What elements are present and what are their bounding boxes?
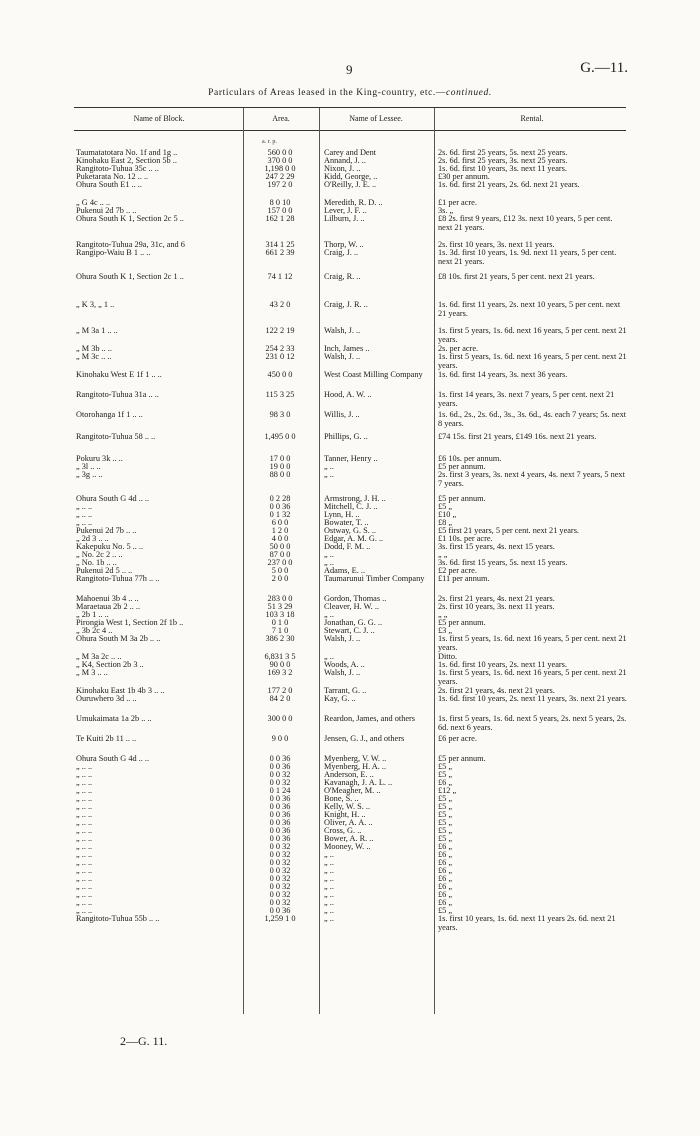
cell-block: „ No. 1b .. .. (76, 558, 117, 567)
cell-area: 0 0 36 (269, 794, 291, 803)
cell-block: Puketarata No. 12 .. .. (76, 172, 149, 181)
cell-lessee: Reardon, James, and others (324, 714, 416, 723)
cell-lessee: Kavanagh, J. A. L. .. (324, 778, 393, 787)
cell-area: 0 0 36 (269, 762, 291, 771)
cell-lessee: Myenberg, H. A. .. (324, 762, 387, 771)
cell-lessee: „ .. (324, 652, 334, 661)
cell-rental: £5 „ (438, 762, 453, 771)
cell-lessee: Walsh, J. .. (324, 634, 361, 643)
cell-area: 50 0 0 (269, 542, 291, 551)
cell-block: „ K 3, „ 1 .. (76, 300, 115, 309)
cell-block: Pukenui 2d 7b .. .. (76, 206, 137, 215)
title-text: Particulars of Areas leased in the King-country, etc.— (208, 88, 446, 98)
cell-block: „ 3g .. .. (76, 470, 103, 479)
cell-area: 43 2 0 (269, 300, 291, 309)
cell-area: 0 1 24 (269, 786, 291, 795)
cell-rental: 2s. first 21 years, 4s. next 21 years. (438, 594, 555, 603)
cell-block: „ .. .. (76, 810, 93, 819)
cell-lessee: Walsh, J. .. (324, 326, 361, 335)
cell-block: Rangipo-Waiu B 1 .. .. (76, 248, 151, 257)
cell-lessee: Phillips, G. .. (324, 432, 368, 441)
cell-lessee: Mooney, W. .. (324, 842, 371, 851)
cell-lessee: Carey and Dent (324, 148, 377, 157)
cell-lessee: Dodd, F. M. .. (324, 542, 371, 551)
cell-rental: 1s. first 5 years, 1s. 6d. next 16 years, 5 per cent. next 21 years. (438, 352, 627, 370)
cell-lessee: Bone, S. .. (324, 794, 359, 803)
cell-lessee: „ .. (324, 858, 334, 867)
cell-area: 237 0 0 (267, 558, 293, 567)
cell-rental: £5 „ (438, 826, 453, 835)
cell-lessee: „ .. (324, 558, 334, 567)
cell-area: 0 0 36 (269, 834, 291, 843)
cell-lessee: Inch, James .. (324, 344, 370, 353)
cell-area: 0 0 36 (269, 906, 291, 915)
cell-block: Ohura South G 4d .. .. (76, 494, 150, 503)
cell-rental: 3s. first 15 years, 4s. next 15 years. (438, 542, 555, 551)
cell-block: Ohura South G 4d .. .. (76, 754, 150, 763)
area-units: a. r. p. (262, 139, 277, 145)
cell-block: Rangitoto-Tuhua 29a, 31c, and 6 (76, 240, 185, 249)
cell-rental: £10 „ (438, 510, 457, 519)
cell-area: 88 0 0 (269, 470, 291, 479)
cell-rental: £6 „ (438, 778, 453, 787)
cell-rental: 1s. first 5 years, 1s. 6d. next 16 years, 5 per cent. next 21 years. (438, 668, 627, 686)
cell-rental: £5 per annum. (438, 754, 486, 763)
cell-lessee: Kay, G. .. (324, 694, 356, 703)
cell-area: 0 1 0 (271, 618, 289, 627)
cell-rental: 2s. 6d. first 25 years, 3s. next 25 years. (438, 156, 568, 165)
cell-rental: £1 10s. per acre. (438, 534, 493, 543)
cell-rental: 1s. first 5 years, 1s. 6d. next 16 years, 5 per cent. next 21 years. (438, 326, 627, 344)
cell-block: Pokuru 3k .. .. (76, 454, 123, 463)
cell-block: „ M 3a 2c .. .. (76, 652, 122, 661)
cell-lessee: West Coast Milling Company (324, 370, 423, 379)
cell-area: 98 3 0 (269, 410, 291, 419)
cell-area: 0 0 32 (269, 770, 291, 779)
cell-block: „ .. .. (76, 874, 93, 883)
cell-lessee: Stewart, C. J. .. (324, 626, 375, 635)
cell-area: 0 0 36 (269, 810, 291, 819)
cell-area: 169 3 2 (267, 668, 293, 677)
cell-block: Pukenui 2d 7b .. .. (76, 526, 137, 535)
cell-area: 0 0 36 (269, 802, 291, 811)
cell-lessee: Anderson, E. .. (324, 770, 374, 779)
cell-area: 314 1 25 (265, 240, 295, 249)
cell-block: „ No. 2c 2 .. .. (76, 550, 123, 559)
cell-lessee: Bower, A. R. .. (324, 834, 374, 843)
cell-block: „ 3l .. .. (76, 462, 101, 471)
cell-area: 7 1 0 (271, 626, 289, 635)
cell-block: Rangitoto-Tuhua 31a .. .. (76, 390, 159, 399)
cell-area: 0 0 32 (269, 778, 291, 787)
cell-area: 0 2 28 (269, 494, 291, 503)
cell-lessee: Myenberg, V. W. .. (324, 754, 387, 763)
header-rule-top (74, 107, 626, 108)
cell-area: 51 3 29 (267, 602, 293, 611)
cell-block: „ .. .. (76, 762, 93, 771)
cell-rental: 1s. 6d. first 10 years, 2s. next 11 years, 3s. next 21 years. (438, 694, 627, 703)
cell-area: 9 0 0 (271, 734, 289, 743)
cell-lessee: „ .. (324, 890, 334, 899)
cell-area: 231 0 12 (265, 352, 295, 361)
cell-block: „ .. .. (76, 882, 93, 891)
cell-rental: £5 „ (438, 502, 453, 511)
cell-area: 157 0 0 (267, 206, 293, 215)
cell-rental: £11 per annum. (438, 574, 490, 583)
cell-block: Umukaimata 1a 2b .. .. (76, 714, 152, 723)
cell-rental: £74 15s. first 21 years, £149 16s. next 21 years. (438, 432, 597, 441)
cell-rental: £8 2s. first 9 years, £12 3s. next 10 years, 5 per cent. next 21 years. (438, 214, 613, 232)
cell-area: 0 0 36 (269, 754, 291, 763)
cell-rental: £5 „ (438, 810, 453, 819)
cell-rental: £5 „ (438, 834, 453, 843)
cell-rental: £6 „ (438, 858, 453, 867)
cell-block: „ .. .. (76, 850, 93, 859)
cell-block: Otorohanga 1f 1 .. .. (76, 410, 143, 419)
cell-area: 1 2 0 (271, 526, 289, 535)
cell-rental: 1s. first 5 years, 1s. 6d. next 16 years, 5 per cent. next 21 years. (438, 634, 627, 652)
cell-rental: £1 per acre. (438, 198, 477, 207)
cell-block: „ 2d 3 .. .. (76, 534, 109, 543)
cell-block: „ .. .. (76, 518, 93, 527)
cell-lessee: Lynn, H. .. (324, 510, 360, 519)
cell-lessee: Taumarunui Timber Company (324, 574, 425, 583)
cell-rental: £12 „ (438, 786, 457, 795)
cell-rental: £5 first 21 years, 5 per cent. next 21 years. (438, 526, 580, 535)
cell-lessee: „ .. (324, 462, 334, 471)
cell-rental: £6 „ (438, 842, 453, 851)
cell-area: 1,198 0 0 (264, 164, 296, 173)
cell-block: „ .. .. (76, 898, 93, 907)
cell-rental: 2s. first 21 years, 4s. next 21 years. (438, 686, 555, 695)
cell-block: Ohura South K 1, Section 2c 5 .. (76, 214, 184, 223)
cell-rental: £5 „ (438, 906, 453, 915)
cell-block: Rangitoto-Tuhua 55b .. .. (76, 914, 160, 923)
cell-area: 0 0 32 (269, 882, 291, 891)
header-rule-bottom (74, 130, 626, 131)
cell-block: Rangitoto-Tuhua 35c .. .. (76, 164, 159, 173)
cell-area: 6,831 3 5 (264, 652, 296, 661)
cell-lessee: Knight, H. .. (324, 810, 366, 819)
cell-block: „ .. .. (76, 866, 93, 875)
column-divider-2 (319, 108, 320, 1014)
cell-block: „ M 3 .. .. (76, 668, 108, 677)
cell-lessee: Kidd, George, .. (324, 172, 378, 181)
cell-rental: 1s. 6d., 2s., 2s. 6d., 3s., 3s. 6d., 4s. each 7 years; 5s. next 8 years. (438, 410, 627, 428)
cell-area: 4 0 0 (271, 534, 289, 543)
cell-lessee: Mitchell, C. J. .. (324, 502, 378, 511)
cell-block: „ M 3c .. .. (76, 352, 112, 361)
cell-block: „ 3b 2c 4 .. (76, 626, 113, 635)
cell-rental: £8 „ (438, 518, 453, 527)
cell-block: „ K4, Section 2b 3 .. (76, 660, 144, 669)
cell-lessee: Annand, J. .. (324, 156, 366, 165)
cell-rental: 1s. first 14 years, 3s. next 7 years, 5 per cent. next 21 years. (438, 390, 615, 408)
cell-lessee: Woods, A. .. (324, 660, 365, 669)
cell-rental: £30 per annum. (438, 172, 490, 181)
column-divider-3 (434, 108, 435, 1014)
cell-lessee: „ .. (324, 898, 334, 907)
cell-area: 0 0 32 (269, 858, 291, 867)
cell-rental: £5 „ (438, 770, 453, 779)
cell-block: Maraetaua 2b 2 .. .. (76, 602, 141, 611)
cell-lessee: Ostway, G. S. .. (324, 526, 377, 535)
cell-rental: £6 „ (438, 866, 453, 875)
cell-rental: £3 „ (438, 626, 453, 635)
cell-area: 177 2 0 (267, 686, 293, 695)
cell-rental: 1s. 6d. first 14 years, 3s. next 36 years. (438, 370, 568, 379)
cell-area: 1,495 0 0 (264, 432, 296, 441)
cell-area: 661 2 39 (265, 248, 295, 257)
cell-lessee: Hood, A. W. .. (324, 390, 372, 399)
cell-lessee: „ .. (324, 550, 334, 559)
cell-rental: 2s. first 3 years, 3s. next 4 years, 4s. next 7 years, 5 next 7 years. (438, 470, 625, 488)
cell-rental: 3s. 6d. first 15 years, 5s. next 15 years. (438, 558, 568, 567)
cell-lessee: Bowater, T. .. (324, 518, 369, 527)
cell-rental: 2s. first 10 years, 3s. next 11 years. (438, 602, 555, 611)
cell-block: Rangitoto-Tuhua 77h .. .. (76, 574, 160, 583)
cell-rental: 1s. first 5 years, 1s. 6d. next 5 years, 2s. next 5 years, 2s. 6d. next 6 years. (438, 714, 627, 732)
cell-rental: £6 per acre. (438, 734, 477, 743)
cell-rental: £6 10s. per annum. (438, 454, 502, 463)
column-header-block: Name of Block. (133, 114, 185, 123)
cell-area: 0 0 32 (269, 890, 291, 899)
cell-lessee: Jonathan, G. G. .. (324, 618, 383, 627)
cell-area: 90 0 0 (269, 660, 291, 669)
cell-area: 247 2 29 (265, 172, 295, 181)
cell-lessee: „ .. (324, 914, 334, 923)
cell-lessee: Lever, J. F. .. (324, 206, 367, 215)
cell-rental: £6 „ (438, 850, 453, 859)
cell-lessee: Armstrong, J. H. .. (324, 494, 386, 503)
cell-area: 283 0 0 (267, 594, 293, 603)
cell-block: „ .. .. (76, 826, 93, 835)
cell-rental: £6 „ (438, 890, 453, 899)
cell-rental: £5 „ (438, 802, 453, 811)
cell-block: Pirongia West 1, Section 2f 1b .. (76, 618, 184, 627)
cell-rental: 1s. 6d. first 21 years, 2s. 6d. next 21 years. (438, 180, 580, 189)
column-header-area: Area. (272, 114, 290, 123)
cell-area: 103 3 18 (265, 610, 295, 619)
cell-block: Ohura South K 1, Section 2c 1 .. (76, 272, 184, 281)
cell-lessee: Walsh, J. .. (324, 668, 361, 677)
cell-area: 0 0 32 (269, 866, 291, 875)
cell-area: 0 0 36 (269, 826, 291, 835)
cell-lessee: „ .. (324, 906, 334, 915)
cell-block: Rangitoto-Tuhua 58 .. .. (76, 432, 156, 441)
cell-area: 8 0 10 (269, 198, 291, 207)
column-header-lessee: Name of Lessee. (349, 114, 403, 123)
cell-area: 122 2 19 (265, 326, 295, 335)
title-continued: continued. (445, 88, 492, 98)
cell-rental: „ „ (438, 610, 448, 619)
cell-area: 0 1 32 (269, 510, 291, 519)
cell-area: 0 0 32 (269, 850, 291, 859)
cell-block: „ .. .. (76, 890, 93, 899)
cell-lessee: Walsh, J. .. (324, 352, 361, 361)
cell-rental: 3s. „ (438, 206, 454, 215)
cell-lessee: O'Reilly, J. E. .. (324, 180, 377, 189)
cell-rental: 1s. 6d. first 10 years, 2s. next 11 years. (438, 660, 567, 669)
cell-area: 386 2 30 (265, 634, 295, 643)
cell-lessee: Craig, J. R. .. (324, 300, 368, 309)
cell-block: „ .. .. (76, 778, 93, 787)
cell-lessee: „ .. (324, 470, 334, 479)
cell-area: 5 0 0 (271, 566, 289, 575)
cell-rental: 2s. 6d. first 25 years, 5s. next 25 years. (438, 148, 568, 157)
cell-lessee: Willis, J. .. (324, 410, 360, 419)
cell-lessee: Tanner, Henry .. (324, 454, 378, 463)
cell-block: „ .. .. (76, 818, 93, 827)
cell-area: 115 3 25 (265, 390, 295, 399)
cell-area: 74 1 12 (267, 272, 293, 281)
cell-lessee: Edgar, A. M. G. .. (324, 534, 384, 543)
cell-lessee: „ .. (324, 866, 334, 875)
cell-area: 197 2 0 (267, 180, 293, 189)
column-header-rental: Rental. (520, 114, 544, 123)
cell-block: Ohura South M 3a 2b .. .. (76, 634, 161, 643)
cell-area: 17 0 0 (269, 454, 291, 463)
cell-block: Pukenui 2d 5 .. .. (76, 566, 133, 575)
cell-rental: 1s. 3d. first 10 years, 1s. 9d. next 11 years, 5 per cent. next 21 years. (438, 248, 617, 266)
cell-area: 0 0 36 (269, 818, 291, 827)
cell-block: Taumatatotara No. 1f and 1g .. (76, 148, 178, 157)
cell-rental: 2s. first 10 years, 3s. next 11 years. (438, 240, 555, 249)
cell-block: „ .. .. (76, 834, 93, 843)
cell-rental: £8 10s. first 21 years, 5 per cent. next 21 years. (438, 272, 595, 281)
cell-area: 0 0 32 (269, 874, 291, 883)
cell-block: Kinohaku West E 1f 1 .. .. (76, 370, 162, 379)
cell-block: „ .. .. (76, 786, 93, 795)
cell-lessee: „ .. (324, 850, 334, 859)
cell-block: „ .. .. (76, 858, 93, 867)
cell-rental: £6 „ (438, 874, 453, 883)
cell-block: „ .. .. (76, 794, 93, 803)
cell-block: „ M 3a 1 .. .. (76, 326, 118, 335)
cell-area: 2 0 0 (271, 574, 289, 583)
cell-block: Kinohaku East 2, Section 5b .. (76, 156, 177, 165)
cell-area: 87 0 0 (269, 550, 291, 559)
cell-block: Ouruwhero 3d .. .. (76, 694, 137, 703)
cell-rental: 1s. first 10 years, 1s. 6d. next 11 years 2s. 6d. next 21 years. (438, 914, 616, 932)
cell-lessee: Craig, R. .. (324, 272, 361, 281)
cell-area: 254 2 33 (265, 344, 295, 353)
cell-block: Te Kuiti 2b 11 .. .. (76, 734, 137, 743)
cell-lessee: „ .. (324, 874, 334, 883)
document-reference: G.—11. (580, 60, 628, 76)
cell-lessee: Lilburn, J. .. (324, 214, 365, 223)
cell-rental: £5 „ (438, 818, 453, 827)
cell-lessee: Gordon, Thomas .. (324, 594, 387, 603)
cell-rental: £5 per annum. (438, 494, 486, 503)
cell-lessee: Meredith, R. D. .. (324, 198, 383, 207)
cell-rental: £2 per acre. (438, 566, 477, 575)
cell-block: „ .. .. (76, 770, 93, 779)
cell-area: 560 0 0 (267, 148, 293, 157)
cell-area: 84 2 0 (269, 694, 291, 703)
cell-area: 6 0 0 (271, 518, 289, 527)
cell-lessee: Oliver, A. A. .. (324, 818, 373, 827)
cell-lessee: O'Meagher, M. .. (324, 786, 381, 795)
cell-area: 0 0 32 (269, 898, 291, 907)
cell-rental: £5 „ (438, 794, 453, 803)
cell-area: 0 0 32 (269, 842, 291, 851)
cell-lessee: „ .. (324, 882, 334, 891)
cell-lessee: Kelly, W. S. .. (324, 802, 371, 811)
cell-rental: £6 „ (438, 882, 453, 891)
cell-rental: „ „ (438, 550, 448, 559)
cell-rental: £5 per annum. (438, 618, 486, 627)
cell-block: „ 2b 1 .. .. (76, 610, 109, 619)
cell-rental: 1s. 6d. first 11 years, 2s. next 10 years, 5 per cent. next 21 years. (438, 300, 621, 318)
cell-lessee: Nixon, J. .. (324, 164, 361, 173)
cell-rental: £5 per annum. (438, 462, 486, 471)
cell-block: Mahoenui 3b 4 .. .. (76, 594, 139, 603)
cell-block: „ .. .. (76, 906, 93, 915)
cell-lessee: Adams, E. .. (324, 566, 366, 575)
cell-lessee: Thorp, W. .. (324, 240, 364, 249)
table-title (0, 88, 700, 98)
cell-block: „ .. .. (76, 802, 93, 811)
cell-lessee: Cleaver, H. W. .. (324, 602, 379, 611)
cell-lessee: „ .. (324, 610, 334, 619)
cell-block: „ .. .. (76, 510, 93, 519)
cell-block: Kakepuku No. 5 .. .. (76, 542, 144, 551)
cell-lessee: Tarrant, G. .. (324, 686, 367, 695)
cell-lessee: Jensen, G. J., and others (324, 734, 405, 743)
cell-lessee: Cross, G. .. (324, 826, 362, 835)
cell-area: 0 0 36 (269, 502, 291, 511)
cell-area: 19 0 0 (269, 462, 291, 471)
cell-block: „ .. .. (76, 502, 93, 511)
cell-block: Ohura South E1 .. .. (76, 180, 142, 189)
cell-area: 162 1 28 (265, 214, 295, 223)
cell-rental: 2s. per acre. (438, 344, 479, 353)
cell-block: „ G 4c .. .. (76, 198, 111, 207)
cell-block: Kinohaku East 1b 4b 3 .. .. (76, 686, 165, 695)
cell-block: „ M 3b .. .. (76, 344, 112, 353)
cell-area: 300 0 0 (267, 714, 293, 723)
page-number: 9 (346, 62, 353, 77)
cell-rental: Ditto. (438, 652, 458, 661)
cell-block: „ .. .. (76, 842, 93, 851)
cell-area: 370 0 0 (267, 156, 293, 165)
footer-signature: 2—G. 11. (120, 1034, 168, 1048)
cell-rental: 1s. 6d. first 10 years, 3s. next 11 years. (438, 164, 567, 173)
cell-lessee: Craig, J. .. (324, 248, 359, 257)
cell-area: 450 0 0 (267, 370, 293, 379)
cell-rental: £6 „ (438, 898, 453, 907)
cell-area: 1,259 1 0 (264, 914, 296, 923)
